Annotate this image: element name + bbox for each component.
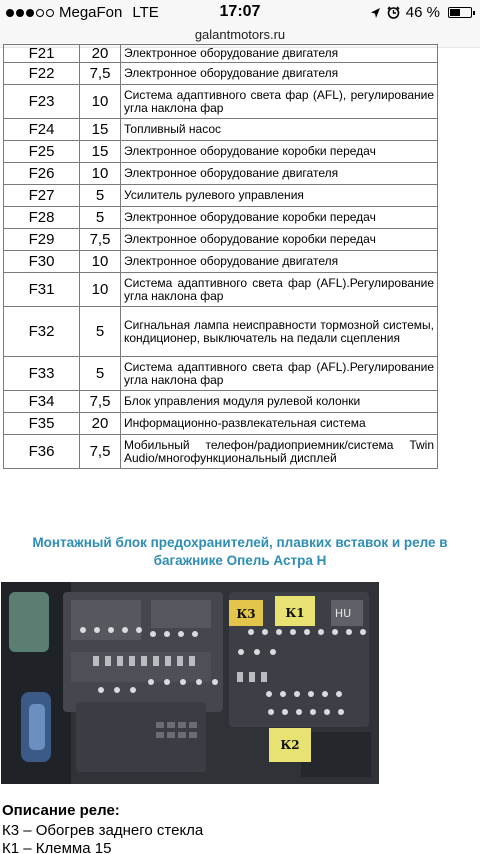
fuse-row (4, 435, 438, 469)
fuse-description: Электронное оборудование двигателя (121, 63, 438, 85)
fuse-description: Система адаптивного света фар (AFL).Регулирование угла наклона фар (121, 273, 438, 307)
fuse-number: F33 (4, 357, 80, 391)
fuse-amperage: 20 (80, 45, 121, 63)
relay-k2-label: К2 (280, 738, 300, 752)
fuse-number: F36 (4, 435, 80, 469)
fuse-table (3, 44, 438, 469)
fuse-number: F25 (4, 141, 80, 163)
fuse-row (4, 357, 438, 391)
relay-k3-label: К3 (236, 607, 256, 621)
section-title-line-1: Монтажный блок предохранителей, плавких вставок и реле в (32, 535, 448, 550)
fuse-box-photo (1, 582, 379, 784)
fuse-row (4, 185, 438, 207)
fuse-description: Электронное оборудование коробки передач (121, 141, 438, 163)
fuse-row (4, 251, 438, 273)
fuse-row (4, 85, 438, 119)
fuse-number: F23 (4, 85, 80, 119)
alarm-clock-icon (387, 6, 400, 19)
fuse-amperage: 10 (80, 273, 121, 307)
fuse-description: Усилитель рулевого управления (121, 185, 438, 207)
address-bar[interactable]: galantmotors.ru (0, 26, 480, 48)
fuse-row (4, 307, 438, 357)
fuse-description: Мобильный телефон/радиоприемник/система Twin Audio/многофункциональный дисплей (121, 435, 438, 469)
fuse-number: F27 (4, 185, 80, 207)
status-bar (0, 0, 480, 26)
network-type: LTE (132, 4, 159, 21)
fuse-row (4, 63, 438, 85)
section-title (0, 534, 480, 570)
fuse-number: F24 (4, 119, 80, 141)
fuse-amperage: 5 (80, 185, 121, 207)
fuse-amperage: 15 (80, 141, 121, 163)
fuse-description: Электронное оборудование двигателя (121, 251, 438, 273)
fuse-description: Электронное оборудование коробки передач (121, 207, 438, 229)
fuse-amperage: 7,5 (80, 391, 121, 413)
relay-k1-label: К1 (285, 606, 305, 620)
fuse-number: F30 (4, 251, 80, 273)
fuse-number: F28 (4, 207, 80, 229)
relay-description-line: К1 – Клемма 15 (2, 840, 112, 854)
fuse-row (4, 207, 438, 229)
fuse-description: Сигнальная лампа неисправности тормозной системы, кондиционер, выключатель на педали сцепления (121, 307, 438, 357)
fuse-row (4, 119, 438, 141)
relay-description-line: К3 – Обогрев заднего стекла (2, 822, 204, 839)
fuse-amperage: 10 (80, 163, 121, 185)
fuse-number: F21 (4, 45, 80, 63)
fuse-description: Электронное оборудование коробки передач (121, 229, 438, 251)
fuse-description: Электронное оборудование двигателя (121, 45, 438, 63)
fuse-description: Топливный насос (121, 119, 438, 141)
fuse-description: Система адаптивного света фар (AFL).Регулирование угла наклона фар (121, 357, 438, 391)
fuse-number: F31 (4, 273, 80, 307)
fuse-amperage: 7,5 (80, 229, 121, 251)
fuse-amperage: 5 (80, 207, 121, 229)
fuse-row (4, 141, 438, 163)
fuse-number: F34 (4, 391, 80, 413)
fuse-amperage: 10 (80, 251, 121, 273)
fuse-row (4, 391, 438, 413)
section-title-line-2: багажнике Опель Астра Н (153, 553, 327, 568)
fuse-amperage: 10 (80, 85, 121, 119)
status-time: 17:07 (219, 3, 261, 20)
fuse-description: Электронное оборудование двигателя (121, 163, 438, 185)
fuse-row (4, 163, 438, 185)
fuse-description: Информационно-развлекательная система (121, 413, 438, 435)
battery-icon (448, 7, 472, 18)
fuse-row (4, 273, 438, 307)
fuse-amperage: 15 (80, 119, 121, 141)
fuse-description: Система адаптивного света фар (AFL), регулирование угла наклона фар (121, 85, 438, 119)
fuse-amperage: 20 (80, 413, 121, 435)
relay-description-title: Описание реле: (2, 802, 120, 819)
fuse-amperage: 7,5 (80, 63, 121, 85)
fuse-number: F32 (4, 307, 80, 357)
fuse-row (4, 45, 438, 63)
fuse-box-illustration (1, 582, 379, 784)
fuse-amperage: 7,5 (80, 435, 121, 469)
fuse-amperage: 5 (80, 357, 121, 391)
carrier-name: MegaFon (59, 4, 123, 21)
location-arrow-icon (370, 7, 381, 19)
battery-percent: 46 % (405, 4, 440, 21)
fuse-amperage: 5 (80, 307, 121, 357)
fuse-row (4, 229, 438, 251)
hu-label: HU (334, 607, 352, 620)
fuse-description: Блок управления модуля рулевой колонки (121, 391, 438, 413)
status-right (370, 4, 472, 21)
fuse-number: F35 (4, 413, 80, 435)
fuse-number: F26 (4, 163, 80, 185)
fuse-row (4, 413, 438, 435)
fuse-number: F22 (4, 63, 80, 85)
fuse-number: F29 (4, 229, 80, 251)
